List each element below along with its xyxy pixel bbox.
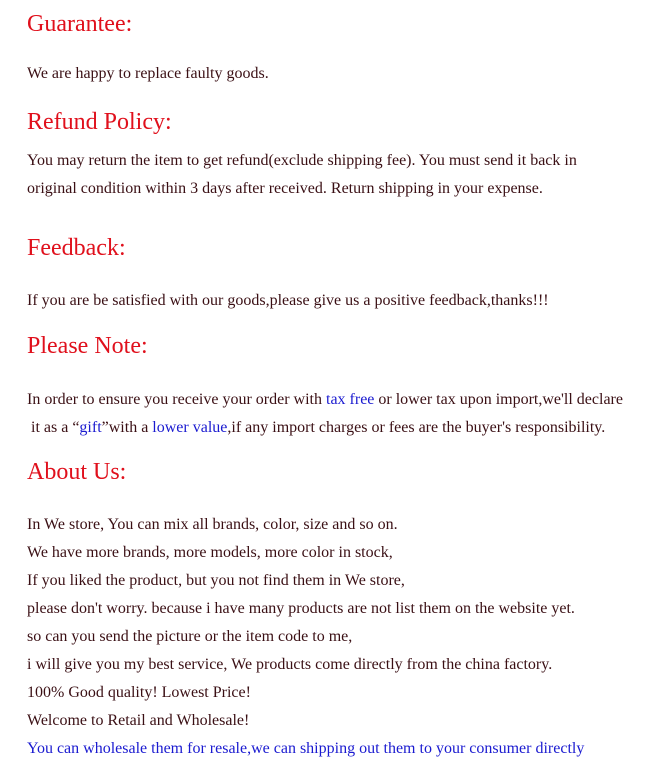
note-heading: Please Note: bbox=[27, 333, 148, 359]
about-text bbox=[27, 511, 584, 763]
about-line: Welcome to Retail and Wholesale! bbox=[27, 712, 250, 729]
note-text-segment: it as a “ bbox=[27, 419, 80, 436]
note-text-segment: or lower tax upon import,we'll declare bbox=[374, 391, 623, 408]
feedback-heading: Feedback: bbox=[27, 235, 126, 261]
about-line: We have more brands, more models, more color in stock, bbox=[27, 544, 393, 561]
tax-free-highlight: tax free bbox=[326, 391, 375, 408]
gift-highlight: gift bbox=[79, 419, 102, 436]
about-line: 100% Good quality! Lowest Price! bbox=[27, 684, 251, 701]
about-line: i will give you my best service, We products come directly from the china factory. bbox=[27, 656, 553, 673]
note-text-segment: ,if any import charges or fees are the buyer's responsibility. bbox=[227, 419, 606, 436]
about-line: If you liked the product, but you not find them in We store, bbox=[27, 572, 405, 589]
refund-text-line-1: You may return the item to get refund(exclude shipping fee). You must send it back in bbox=[27, 152, 577, 169]
feedback-section bbox=[27, 234, 549, 315]
note-text bbox=[27, 386, 623, 442]
about-heading: About Us: bbox=[27, 459, 127, 485]
guarantee-text: We are happy to replace faulty goods. bbox=[27, 65, 269, 82]
about-line: please don't worry. because i have many products are not list them on the website yet. bbox=[27, 600, 575, 617]
note-text-line-1 bbox=[27, 386, 623, 414]
about-section bbox=[27, 458, 584, 763]
guarantee-heading: Guarantee: bbox=[27, 11, 133, 37]
about-line: In We store, You can mix all brands, color, size and so on. bbox=[27, 516, 398, 533]
note-text-segment: In order to ensure you receive your order with bbox=[27, 391, 326, 408]
guarantee-section bbox=[27, 10, 269, 88]
note-text-line-2 bbox=[27, 414, 623, 442]
note-section bbox=[27, 332, 623, 442]
wholesale-highlight-line: You can wholesale them for resale,we can shipping out them to your consumer directly bbox=[27, 740, 585, 757]
lower-value-highlight: lower value bbox=[152, 419, 228, 436]
feedback-text: If you are be satisfied with our goods,please give us a positive feedback,thanks!!! bbox=[27, 292, 549, 309]
refund-section bbox=[27, 108, 577, 203]
note-text-segment: ”with a bbox=[101, 419, 153, 436]
about-line: so can you send the picture or the item code to me, bbox=[27, 628, 353, 645]
refund-heading: Refund Policy: bbox=[27, 109, 172, 135]
refund-text bbox=[27, 147, 577, 203]
refund-text-line-2: original condition within 3 days after received. Return shipping in your expense. bbox=[27, 180, 543, 197]
